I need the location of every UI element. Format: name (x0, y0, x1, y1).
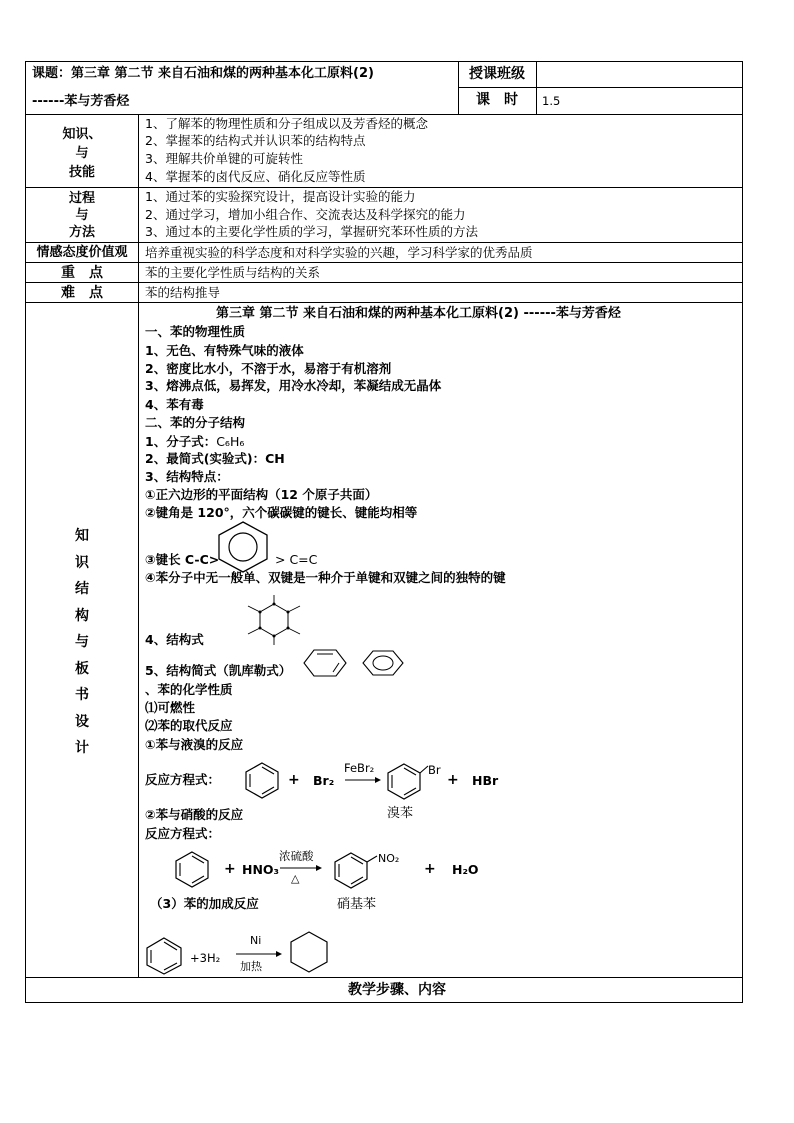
property-item: 3、熔沸点低，易挥发，用冷水冷却，苯凝结成无晶体 (145, 378, 442, 393)
divider (458, 87, 743, 88)
cyclohexane-icon (289, 930, 329, 974)
footer-title: 教学步骤、内容 (348, 982, 446, 998)
reagent: HNO₃ (242, 862, 280, 877)
reaction-arrow-icon (345, 776, 381, 784)
product-name: 溴苯 (387, 806, 414, 821)
feature-item: ③键长 C-C> (145, 552, 220, 567)
plus-sign: + (288, 772, 300, 788)
byproduct: H₂O (452, 862, 479, 877)
divider (25, 114, 743, 115)
divider (138, 114, 139, 978)
board-heading: 第三章 第二节 来自石油和煤的两种基本化工原料(2) ------苯与芳香烃 (216, 306, 621, 321)
benzene-ring-icon (214, 520, 272, 574)
divider (25, 242, 743, 243)
benzene-reactant-icon (174, 850, 210, 888)
condition: △ (291, 872, 300, 885)
table-border-right (742, 61, 743, 1003)
goal-item: 1、了解苯的物理性质和分子组成以及芳香烃的概念 (145, 116, 428, 131)
table-border-top (25, 61, 743, 62)
section-title: 一、苯的物理性质 (145, 324, 246, 339)
key-point-label: 重 点 (61, 265, 103, 281)
board-side-label: 知 识 结 构 与 板 书 设 计 (75, 528, 89, 756)
table-border-bottom (25, 1002, 743, 1003)
molecular-formula: 1、分子式：C₆H₆ (145, 434, 245, 449)
structural-formula-label: 4、结构式 (145, 632, 204, 647)
nitrobenzene-icon (333, 850, 383, 890)
goal-item: 3、通过本的主要化学性质的学习，掌握研究苯环性质的方法 (145, 224, 478, 239)
feature-item: ②键角是 120°，六个碳碳键的键长、键能均相等 (145, 505, 418, 520)
catalyst: Ni (250, 934, 262, 947)
section-title: 、苯的化学性质 (145, 682, 233, 697)
lesson-subtitle: ------苯与芳香烃 (32, 94, 130, 109)
reaction-title: ①苯与液溴的反应 (145, 737, 244, 752)
divider (25, 977, 743, 978)
structural-formula-icon (238, 592, 310, 648)
reaction-arrow-icon (236, 950, 282, 958)
kekule-label: 5、结构简式（凯库勒式） (145, 663, 292, 678)
chem-item: ⑴可燃性 (145, 700, 196, 715)
difficulty-label: 难 点 (61, 285, 103, 301)
feature-title: 3、结构特点： (145, 469, 229, 484)
hours-label: 课 时 (476, 92, 518, 108)
hours-value: 1.5 (542, 94, 561, 108)
chem-item: ⑵苯的取代反应 (145, 718, 233, 733)
reaction-title: ②苯与硝酸的反应 (145, 807, 244, 822)
divider (25, 262, 743, 263)
plus-sign: + (224, 861, 236, 877)
catalyst: 浓硫酸 (279, 849, 314, 863)
goal-item: 1、通过苯的实验探究设计，提高设计实验的能力 (145, 189, 416, 204)
goal-label-attitude: 情感态度价值观 (36, 245, 128, 260)
goal-item: 培养重视实验的科学态度和对科学实验的兴趣，学习科学家的优秀品质 (145, 245, 533, 260)
benzene-reactant-icon (145, 936, 183, 976)
goal-item: 2、掌握苯的结构式并认识苯的结构特点 (145, 133, 366, 148)
section-title: 二、苯的分子结构 (145, 415, 246, 430)
feature-item: > C=C (275, 552, 318, 567)
equation-label: 反应方程式： (145, 772, 221, 787)
divider (25, 282, 743, 283)
goal-item: 3、理解共价单键的可旋转性 (145, 151, 303, 166)
reaction-title: （3）苯的加成反应 (150, 896, 259, 911)
goal-item: 4、掌握苯的卤代反应、硝化反应等性质 (145, 169, 366, 184)
goal-label-knowledge: 知识、 与 技能 (62, 127, 102, 180)
byproduct: HBr (472, 773, 499, 788)
lesson-title: 课题：第三章 第二节 来自石油和煤的两种基本化工原料(2) (32, 66, 374, 81)
formula-value: C₆H₆ (216, 434, 245, 449)
difficulty-text: 苯的结构推导 (145, 285, 221, 300)
plus-sign: + (424, 861, 436, 877)
divider (25, 187, 743, 188)
benzene-circle-icon (362, 650, 404, 676)
divider (25, 302, 743, 303)
reagent: Br₂ (313, 773, 335, 788)
substituent: NO₂ (378, 852, 400, 865)
kekule-structure-icon (302, 648, 348, 678)
substituent: Br (428, 763, 441, 777)
property-item: 2、密度比水小，不溶于水，易溶于有机溶剂 (145, 361, 392, 376)
reagent: +3H₂ (190, 951, 221, 965)
benzene-reactant-icon (244, 761, 280, 799)
goal-item: 2、通过学习，增加小组合作、交流表达及科学探究的能力 (145, 207, 466, 222)
key-point-text: 苯的主要化学性质与结构的关系 (145, 265, 321, 280)
feature-item: ④苯分子中无一般单、双键是一种介于单键和双键之间的独特的键 (145, 570, 506, 585)
feature-item: ①正六边形的平面结构（12 个原子共面） (145, 487, 378, 502)
catalyst: FeBr₂ (344, 761, 375, 775)
class-label: 授课班级 (469, 66, 525, 82)
plus-sign: + (447, 772, 459, 788)
goal-label-process: 过程 与 方法 (68, 191, 95, 240)
property-item: 4、苯有毒 (145, 397, 204, 412)
property-item: 1、无色、有特殊气味的液体 (145, 343, 304, 358)
reaction-arrow-icon (280, 864, 322, 872)
product-name: 硝基苯 (337, 897, 377, 912)
equation-label: 反应方程式： (145, 826, 221, 841)
simplest-formula: 2、最简式(实验式)：CH (145, 451, 285, 466)
condition: 加热 (240, 960, 262, 973)
